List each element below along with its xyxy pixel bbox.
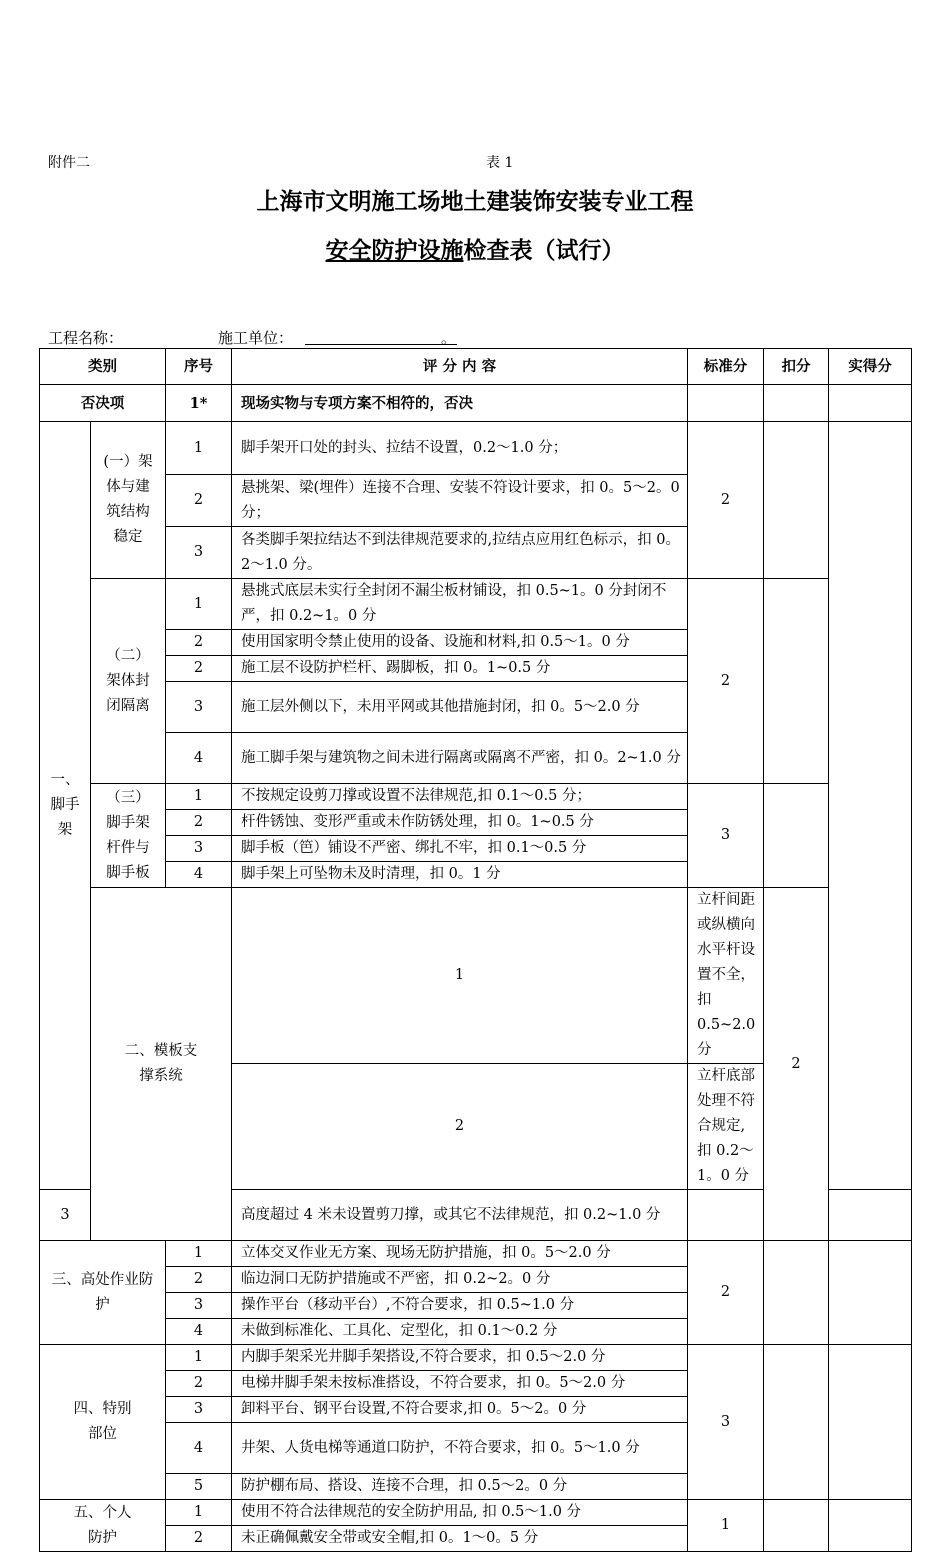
- row-no: 1: [166, 422, 232, 475]
- row-content: 电梯井脚手架未按标准搭设，不符合要求，扣 0。5～2.0 分: [232, 1371, 688, 1397]
- header-deduction: 扣分: [764, 349, 829, 385]
- row-content: 施工层外侧以下，未用平网或其他措施封闭，扣 0。5～2.0 分: [232, 682, 688, 733]
- row-no: 1: [166, 784, 232, 810]
- row-content: 未正确佩戴安全带或安全帽,扣 0。1～0。5 分: [232, 1526, 688, 1552]
- standard-score: 3: [688, 1345, 764, 1500]
- row-no: 3: [166, 836, 232, 862]
- veto-content: 现场实物与专项方案不相符的，否决: [232, 385, 688, 422]
- table-row: [40, 1241, 912, 1267]
- subtitle-underlined: 安全防护设施: [325, 237, 464, 264]
- header-category: 类别: [40, 349, 166, 385]
- standard-score: 2: [764, 888, 829, 1241]
- row-no: 2: [166, 630, 232, 656]
- row-content: 立杆间距或纵横向水平杆设置不全，扣 0.5~2.0 分: [688, 888, 764, 1064]
- veto-no: 1*: [166, 385, 232, 422]
- actual-score-cell[interactable]: [829, 1241, 912, 1345]
- table-row: [40, 1500, 912, 1526]
- table-row: [40, 422, 912, 475]
- deduct-cell[interactable]: [764, 422, 829, 579]
- row-no: 1: [166, 1500, 232, 1526]
- row-no: 4: [166, 1319, 232, 1345]
- row-no: 5: [166, 1474, 232, 1500]
- category-special-areas: 四、特别部位: [40, 1345, 166, 1500]
- veto-standard-cell[interactable]: [688, 385, 764, 422]
- table-row: [40, 579, 912, 630]
- veto-category: 否决项: [40, 385, 166, 422]
- row-no: 3: [40, 1190, 91, 1241]
- standard-score: 1: [688, 1500, 764, 1552]
- row-no: 2: [166, 656, 232, 682]
- standard-score: 2: [688, 579, 764, 784]
- actual-score-cell[interactable]: [829, 1500, 912, 1552]
- veto-deduct-cell[interactable]: [764, 385, 829, 422]
- row-no: 2: [166, 810, 232, 836]
- unit-label: 施工单位：: [218, 329, 294, 347]
- actual-score-cell[interactable]: [829, 422, 912, 1190]
- category-height-work: 三、高处作业防护: [40, 1241, 166, 1345]
- veto-actual-cell[interactable]: [829, 385, 912, 422]
- row-content: 临边洞口无防护措施或不严密，扣 0.2~2。0 分: [232, 1267, 688, 1293]
- row-no: 4: [166, 733, 232, 784]
- deduct-cell[interactable]: [764, 1500, 829, 1552]
- row-content: 施工层不设防护栏杆、踢脚板，扣 0。1~0.5 分: [232, 656, 688, 682]
- row-content: 未做到标准化、工具化、定型化，扣 0.1～0.2 分: [232, 1319, 688, 1345]
- row-content: 内脚手架采光井脚手架搭设,不符合要求，扣 0.5～2.0 分: [232, 1345, 688, 1371]
- row-content: 杆件锈蚀、变形严重或未作防锈处理，扣 0。1~0.5 分: [232, 810, 688, 836]
- row-no: 4: [166, 862, 232, 888]
- row-no: 1: [166, 1241, 232, 1267]
- table-number: 表 1: [486, 155, 514, 171]
- subcategory-frame-stability: (一）架体与建筑结构稳定: [91, 422, 166, 579]
- row-content: 脚手架上可坠物未及时清理，扣 0。1 分: [232, 862, 688, 888]
- project-name-label: 工程名称：: [48, 329, 124, 347]
- row-content: 操作平台（移动平台）,不符合要求，扣 0.5~1.0 分: [232, 1293, 688, 1319]
- attachment-label: 附件二: [48, 155, 90, 171]
- row-no: 3: [166, 1397, 232, 1423]
- row-content: 使用国家明令禁止使用的设备、设施和材料,扣 0.5～1。0 分: [232, 630, 688, 656]
- row-no: 1: [166, 579, 232, 630]
- actual-score-cell[interactable]: [829, 1345, 912, 1500]
- row-content: 高度超过 4 米未设置剪刀撑，或其它不法律规范，扣 0.2~1.0 分: [232, 1190, 688, 1241]
- standard-score: 2: [688, 422, 764, 579]
- row-no: 1: [166, 1345, 232, 1371]
- inspection-table: [39, 348, 912, 1552]
- row-no: 3: [166, 1293, 232, 1319]
- veto-row: [40, 385, 912, 422]
- subtitle-rest: 检查表（试行）: [463, 237, 625, 264]
- header-no: 序号: [166, 349, 232, 385]
- unit-input-line[interactable]: [305, 344, 457, 345]
- header-actual-score: 实得分: [829, 349, 912, 385]
- row-content: 施工脚手架与建筑物之间未进行隔离或隔离不严密，扣 0。2~1.0 分: [232, 733, 688, 784]
- category-formwork: 二、模板支撑系统: [91, 888, 232, 1241]
- header-content: 评 分 内 容: [232, 349, 688, 385]
- row-no: 2: [166, 475, 232, 527]
- table-header-row: [40, 349, 912, 385]
- row-no: 2: [166, 1371, 232, 1397]
- row-content: 立杆底部处理不符合规定,扣 0.2～1。0 分: [688, 1064, 764, 1190]
- deduct-cell[interactable]: [764, 1345, 829, 1500]
- category-personal-protection: 五、个人防护: [40, 1500, 166, 1552]
- row-no: 1: [232, 888, 688, 1064]
- standard-score: 2: [688, 1241, 764, 1345]
- row-content: 脚手板（笆）铺设不严密、绑扎不牢，扣 0.1～0.5 分: [232, 836, 688, 862]
- row-no: 4: [166, 1423, 232, 1474]
- deduct-cell[interactable]: [764, 784, 829, 888]
- row-content: 各类脚手架拉结达不到法律规范要求的,拉结点应用红色标示，扣 0。2～1.0 分。: [232, 527, 688, 579]
- page-title: 上海市文明施工场地土建装饰安装专业工程: [256, 188, 694, 215]
- row-content: 不按规定设剪刀撑或设置不法律规范,扣 0.1～0.5 分；: [232, 784, 688, 810]
- table-row: [40, 1345, 912, 1371]
- table-row: [40, 784, 912, 810]
- deduct-cell[interactable]: [764, 1241, 829, 1345]
- category-scaffolding: 一、脚手架: [40, 422, 91, 1190]
- unit-end-mark: 。: [441, 329, 457, 347]
- row-content: 悬挑架、梁(埋件）连接不合理、安装不符设计要求，扣 0。5～2。0 分；: [232, 475, 688, 527]
- row-no: 2: [232, 1064, 688, 1190]
- row-content: 防护棚布局、搭设、连接不合理，扣 0.5～2。0 分: [232, 1474, 688, 1500]
- row-content: 脚手架开口处的封头、拉结不设置，0.2～1.0 分；: [232, 422, 688, 475]
- standard-score: 3: [688, 784, 764, 888]
- row-no: 2: [166, 1267, 232, 1293]
- row-content: 使用不符合法律规范的安全防护用品, 扣 0.5～1.0 分: [232, 1500, 688, 1526]
- table-row: [40, 888, 912, 1064]
- row-no: 3: [166, 527, 232, 579]
- page-subtitle: [0, 232, 950, 265]
- header-standard-score: 标准分: [688, 349, 764, 385]
- row-content: 立体交叉作业无方案、现场无防护措施，扣 0。5～2.0 分: [232, 1241, 688, 1267]
- subcategory-members-boards: （三）脚手架杆件与脚手板: [91, 784, 166, 888]
- row-no: 2: [166, 1526, 232, 1552]
- row-content: 悬挑式底层未实行全封闭不漏尘板材铺设，扣 0.5~1。0 分封闭不严，扣 0.2~1。0 分: [232, 579, 688, 630]
- row-no: 3: [166, 682, 232, 733]
- deduct-cell[interactable]: [764, 579, 829, 784]
- subcategory-frame-enclosure: （二）架体封闭隔离: [91, 579, 166, 784]
- row-content: 卸料平台、钢平台设置,不符合要求,扣 0。5～2。0 分: [232, 1397, 688, 1423]
- row-content: 井架、人货电梯等通道口防护，不符合要求，扣 0。5～1.0 分: [232, 1423, 688, 1474]
